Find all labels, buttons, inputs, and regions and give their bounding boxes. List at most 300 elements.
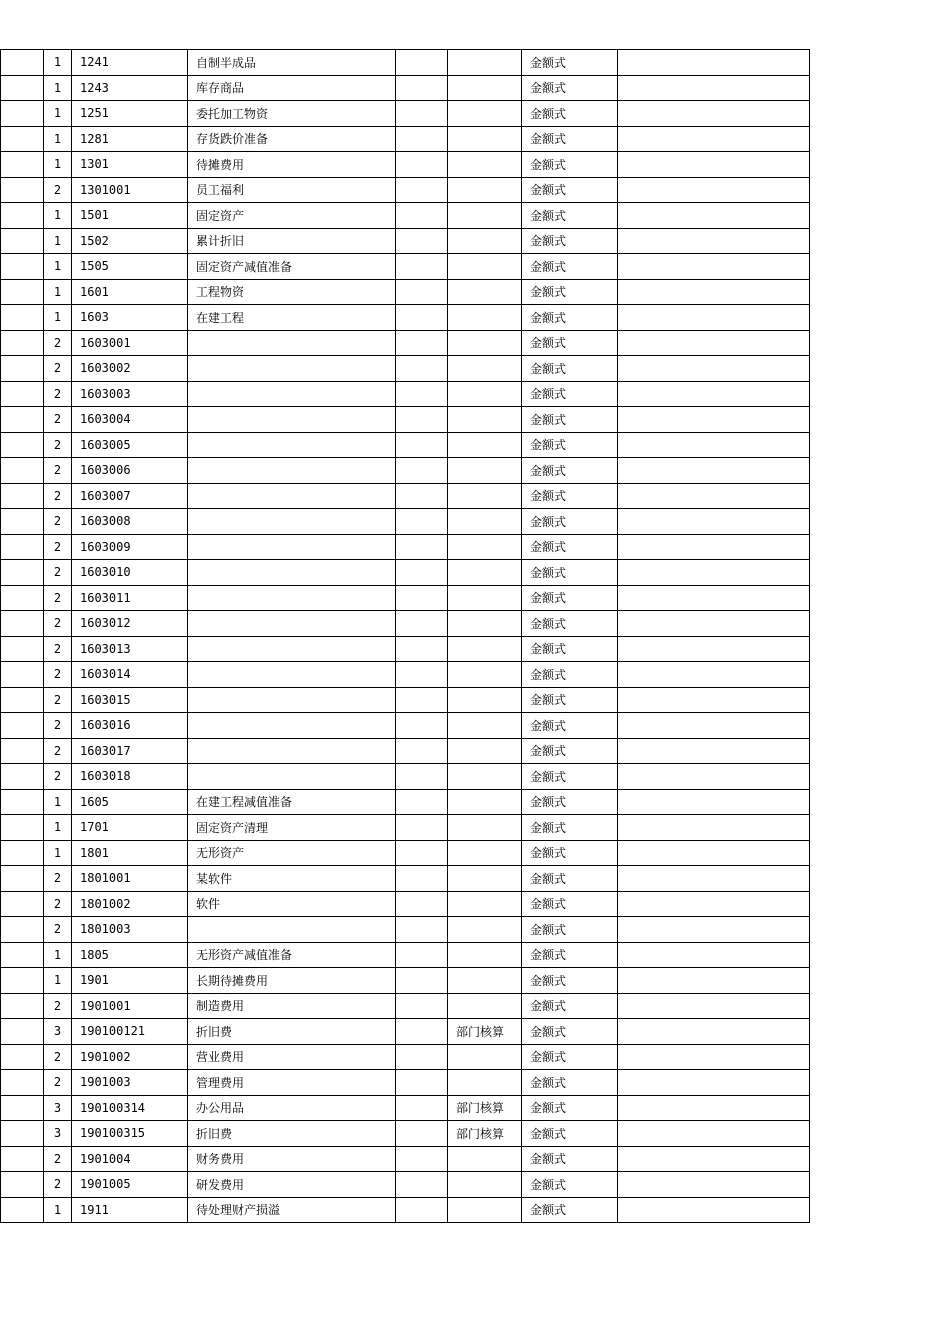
format-type-cell[interactable]: 金额式 (522, 1019, 618, 1045)
level-cell[interactable]: 1 (44, 840, 72, 866)
empty-cell[interactable] (396, 203, 448, 229)
auxiliary-accounting-cell[interactable] (448, 611, 522, 637)
empty-cell[interactable] (396, 152, 448, 178)
auxiliary-accounting-cell[interactable] (448, 356, 522, 382)
table-row[interactable] (1, 483, 810, 509)
format-type-cell[interactable]: 金额式 (522, 254, 618, 280)
account-code-cell[interactable]: 1603006 (72, 458, 188, 484)
empty-cell[interactable] (1, 1172, 44, 1198)
empty-cell[interactable] (1, 330, 44, 356)
empty-cell[interactable] (1, 662, 44, 688)
table-row[interactable] (1, 738, 810, 764)
account-name-cell[interactable]: 固定资产清理 (188, 815, 396, 841)
format-type-cell[interactable]: 金额式 (522, 126, 618, 152)
level-cell[interactable]: 2 (44, 993, 72, 1019)
empty-cell[interactable] (1, 636, 44, 662)
format-type-cell[interactable]: 金额式 (522, 917, 618, 943)
level-cell[interactable]: 2 (44, 662, 72, 688)
table-row[interactable] (1, 1095, 810, 1121)
account-name-cell[interactable] (188, 764, 396, 790)
format-type-cell[interactable]: 金额式 (522, 1172, 618, 1198)
auxiliary-accounting-cell[interactable] (448, 458, 522, 484)
level-cell[interactable]: 1 (44, 1197, 72, 1223)
format-type-cell[interactable]: 金额式 (522, 432, 618, 458)
empty-cell[interactable] (396, 917, 448, 943)
auxiliary-accounting-cell[interactable] (448, 330, 522, 356)
level-cell[interactable]: 2 (44, 1070, 72, 1096)
account-name-cell[interactable]: 存货跌价准备 (188, 126, 396, 152)
table-row[interactable] (1, 1121, 810, 1147)
table-row[interactable] (1, 866, 810, 892)
format-type-cell[interactable]: 金额式 (522, 636, 618, 662)
account-code-cell[interactable]: 1603002 (72, 356, 188, 382)
account-name-cell[interactable] (188, 687, 396, 713)
level-cell[interactable]: 2 (44, 483, 72, 509)
empty-cell[interactable] (396, 126, 448, 152)
format-type-cell[interactable]: 金额式 (522, 483, 618, 509)
account-code-cell[interactable]: 1901 (72, 968, 188, 994)
account-name-cell[interactable]: 财务费用 (188, 1146, 396, 1172)
level-cell[interactable]: 2 (44, 687, 72, 713)
empty-cell[interactable] (618, 228, 810, 254)
account-name-cell[interactable]: 管理费用 (188, 1070, 396, 1096)
table-row[interactable] (1, 993, 810, 1019)
table-row[interactable] (1, 152, 810, 178)
format-type-cell[interactable]: 金额式 (522, 891, 618, 917)
empty-cell[interactable] (1, 534, 44, 560)
empty-cell[interactable] (618, 1197, 810, 1223)
level-cell[interactable]: 2 (44, 764, 72, 790)
level-cell[interactable]: 2 (44, 177, 72, 203)
empty-cell[interactable] (618, 534, 810, 560)
auxiliary-accounting-cell[interactable] (448, 381, 522, 407)
level-cell[interactable]: 1 (44, 254, 72, 280)
empty-cell[interactable] (618, 713, 810, 739)
empty-cell[interactable] (396, 407, 448, 433)
empty-cell[interactable] (396, 1197, 448, 1223)
empty-cell[interactable] (396, 458, 448, 484)
table-row[interactable] (1, 560, 810, 586)
account-code-cell[interactable]: 1603003 (72, 381, 188, 407)
level-cell[interactable]: 2 (44, 866, 72, 892)
format-type-cell[interactable]: 金额式 (522, 585, 618, 611)
empty-cell[interactable] (396, 228, 448, 254)
table-row[interactable] (1, 585, 810, 611)
empty-cell[interactable] (396, 942, 448, 968)
auxiliary-accounting-cell[interactable] (448, 1172, 522, 1198)
empty-cell[interactable] (1, 1070, 44, 1096)
account-code-cell[interactable]: 1801001 (72, 866, 188, 892)
empty-cell[interactable] (618, 993, 810, 1019)
empty-cell[interactable] (618, 738, 810, 764)
auxiliary-accounting-cell[interactable] (448, 1146, 522, 1172)
format-type-cell[interactable]: 金额式 (522, 560, 618, 586)
account-code-cell[interactable]: 1603017 (72, 738, 188, 764)
account-name-cell[interactable]: 自制半成品 (188, 50, 396, 76)
empty-cell[interactable] (618, 432, 810, 458)
auxiliary-accounting-cell[interactable] (448, 891, 522, 917)
auxiliary-accounting-cell[interactable] (448, 866, 522, 892)
auxiliary-accounting-cell[interactable] (448, 75, 522, 101)
table-row[interactable] (1, 968, 810, 994)
level-cell[interactable]: 1 (44, 75, 72, 101)
level-cell[interactable]: 2 (44, 636, 72, 662)
format-type-cell[interactable]: 金额式 (522, 764, 618, 790)
auxiliary-accounting-cell[interactable] (448, 585, 522, 611)
account-name-cell[interactable]: 待处理财产损溢 (188, 1197, 396, 1223)
format-type-cell[interactable]: 金额式 (522, 1095, 618, 1121)
account-name-cell[interactable]: 长期待摊费用 (188, 968, 396, 994)
empty-cell[interactable] (1, 687, 44, 713)
auxiliary-accounting-cell[interactable] (448, 228, 522, 254)
account-code-cell[interactable]: 1603008 (72, 509, 188, 535)
account-name-cell[interactable] (188, 381, 396, 407)
account-name-cell[interactable]: 委托加工物资 (188, 101, 396, 127)
account-name-cell[interactable]: 无形资产 (188, 840, 396, 866)
empty-cell[interactable] (396, 636, 448, 662)
empty-cell[interactable] (1, 1197, 44, 1223)
account-name-cell[interactable]: 折旧费 (188, 1019, 396, 1045)
empty-cell[interactable] (1, 458, 44, 484)
empty-cell[interactable] (396, 75, 448, 101)
empty-cell[interactable] (618, 101, 810, 127)
account-code-cell[interactable]: 1601 (72, 279, 188, 305)
table-row[interactable] (1, 789, 810, 815)
format-type-cell[interactable]: 金额式 (522, 534, 618, 560)
level-cell[interactable]: 2 (44, 1044, 72, 1070)
account-name-cell[interactable]: 软件 (188, 891, 396, 917)
level-cell[interactable]: 2 (44, 1146, 72, 1172)
auxiliary-accounting-cell[interactable] (448, 509, 522, 535)
account-code-cell[interactable]: 1301 (72, 152, 188, 178)
format-type-cell[interactable]: 金额式 (522, 330, 618, 356)
empty-cell[interactable] (1, 840, 44, 866)
format-type-cell[interactable]: 金额式 (522, 968, 618, 994)
format-type-cell[interactable]: 金额式 (522, 152, 618, 178)
empty-cell[interactable] (618, 126, 810, 152)
empty-cell[interactable] (618, 891, 810, 917)
level-cell[interactable]: 1 (44, 279, 72, 305)
format-type-cell[interactable]: 金额式 (522, 305, 618, 331)
auxiliary-accounting-cell[interactable] (448, 254, 522, 280)
account-name-cell[interactable] (188, 560, 396, 586)
empty-cell[interactable] (618, 917, 810, 943)
empty-cell[interactable] (396, 560, 448, 586)
table-row[interactable] (1, 177, 810, 203)
account-name-cell[interactable] (188, 713, 396, 739)
table-row[interactable] (1, 713, 810, 739)
level-cell[interactable]: 2 (44, 713, 72, 739)
account-code-cell[interactable]: 1901001 (72, 993, 188, 1019)
level-cell[interactable]: 1 (44, 228, 72, 254)
account-code-cell[interactable]: 1603005 (72, 432, 188, 458)
empty-cell[interactable] (1, 1146, 44, 1172)
table-row[interactable] (1, 432, 810, 458)
empty-cell[interactable] (618, 942, 810, 968)
empty-cell[interactable] (1, 356, 44, 382)
table-row[interactable] (1, 942, 810, 968)
empty-cell[interactable] (618, 585, 810, 611)
level-cell[interactable]: 2 (44, 381, 72, 407)
account-name-cell[interactable] (188, 509, 396, 535)
auxiliary-accounting-cell[interactable] (448, 279, 522, 305)
account-name-cell[interactable]: 在建工程 (188, 305, 396, 331)
account-code-cell[interactable]: 190100315 (72, 1121, 188, 1147)
account-code-cell[interactable]: 1605 (72, 789, 188, 815)
account-code-cell[interactable]: 190100314 (72, 1095, 188, 1121)
table-row[interactable] (1, 101, 810, 127)
empty-cell[interactable] (618, 611, 810, 637)
empty-cell[interactable] (1, 254, 44, 280)
table-row[interactable] (1, 1044, 810, 1070)
empty-cell[interactable] (396, 356, 448, 382)
empty-cell[interactable] (396, 50, 448, 76)
format-type-cell[interactable]: 金额式 (522, 789, 618, 815)
level-cell[interactable]: 1 (44, 50, 72, 76)
format-type-cell[interactable]: 金额式 (522, 356, 618, 382)
table-row[interactable] (1, 1146, 810, 1172)
empty-cell[interactable] (396, 738, 448, 764)
auxiliary-accounting-cell[interactable] (448, 942, 522, 968)
empty-cell[interactable] (618, 152, 810, 178)
empty-cell[interactable] (1, 177, 44, 203)
format-type-cell[interactable]: 金额式 (522, 279, 618, 305)
auxiliary-accounting-cell[interactable] (448, 789, 522, 815)
account-name-cell[interactable] (188, 585, 396, 611)
account-name-cell[interactable]: 库存商品 (188, 75, 396, 101)
empty-cell[interactable] (1, 993, 44, 1019)
empty-cell[interactable] (618, 279, 810, 305)
account-name-cell[interactable]: 待摊费用 (188, 152, 396, 178)
empty-cell[interactable] (1, 483, 44, 509)
account-code-cell[interactable]: 1603010 (72, 560, 188, 586)
account-code-cell[interactable]: 1603007 (72, 483, 188, 509)
format-type-cell[interactable]: 金额式 (522, 177, 618, 203)
table-row[interactable] (1, 917, 810, 943)
empty-cell[interactable] (1, 126, 44, 152)
empty-cell[interactable] (396, 968, 448, 994)
level-cell[interactable]: 2 (44, 534, 72, 560)
table-row[interactable] (1, 764, 810, 790)
account-name-cell[interactable]: 员工福利 (188, 177, 396, 203)
auxiliary-accounting-cell[interactable] (448, 636, 522, 662)
level-cell[interactable]: 2 (44, 560, 72, 586)
format-type-cell[interactable]: 金额式 (522, 1146, 618, 1172)
account-code-cell[interactable]: 1603012 (72, 611, 188, 637)
empty-cell[interactable] (396, 1121, 448, 1147)
account-code-cell[interactable]: 1603011 (72, 585, 188, 611)
account-name-cell[interactable]: 在建工程减值准备 (188, 789, 396, 815)
empty-cell[interactable] (1, 1019, 44, 1045)
empty-cell[interactable] (396, 866, 448, 892)
empty-cell[interactable] (1, 279, 44, 305)
empty-cell[interactable] (1, 789, 44, 815)
auxiliary-accounting-cell[interactable] (448, 560, 522, 586)
auxiliary-accounting-cell[interactable] (448, 687, 522, 713)
account-name-cell[interactable]: 累计折旧 (188, 228, 396, 254)
level-cell[interactable]: 1 (44, 126, 72, 152)
level-cell[interactable]: 2 (44, 458, 72, 484)
empty-cell[interactable] (1, 203, 44, 229)
auxiliary-accounting-cell[interactable] (448, 203, 522, 229)
empty-cell[interactable] (618, 1095, 810, 1121)
account-name-cell[interactable]: 某软件 (188, 866, 396, 892)
table-row[interactable] (1, 50, 810, 76)
table-row[interactable] (1, 356, 810, 382)
empty-cell[interactable] (618, 458, 810, 484)
empty-cell[interactable] (396, 687, 448, 713)
empty-cell[interactable] (396, 1095, 448, 1121)
level-cell[interactable]: 1 (44, 305, 72, 331)
empty-cell[interactable] (396, 381, 448, 407)
level-cell[interactable]: 2 (44, 356, 72, 382)
account-name-cell[interactable]: 固定资产 (188, 203, 396, 229)
table-row[interactable] (1, 381, 810, 407)
empty-cell[interactable] (396, 1070, 448, 1096)
format-type-cell[interactable]: 金额式 (522, 1044, 618, 1070)
format-type-cell[interactable]: 金额式 (522, 1121, 618, 1147)
auxiliary-accounting-cell[interactable] (448, 713, 522, 739)
level-cell[interactable]: 2 (44, 330, 72, 356)
format-type-cell[interactable]: 金额式 (522, 942, 618, 968)
format-type-cell[interactable]: 金额式 (522, 611, 618, 637)
empty-cell[interactable] (1, 917, 44, 943)
auxiliary-accounting-cell[interactable] (448, 305, 522, 331)
account-code-cell[interactable]: 1901005 (72, 1172, 188, 1198)
auxiliary-accounting-cell[interactable] (448, 993, 522, 1019)
level-cell[interactable]: 1 (44, 152, 72, 178)
account-code-cell[interactable]: 1603015 (72, 687, 188, 713)
empty-cell[interactable] (396, 585, 448, 611)
auxiliary-accounting-cell[interactable] (448, 50, 522, 76)
account-code-cell[interactable]: 190100121 (72, 1019, 188, 1045)
empty-cell[interactable] (618, 636, 810, 662)
level-cell[interactable]: 2 (44, 891, 72, 917)
account-code-cell[interactable]: 1603013 (72, 636, 188, 662)
auxiliary-accounting-cell[interactable] (448, 407, 522, 433)
account-code-cell[interactable]: 1911 (72, 1197, 188, 1223)
level-cell[interactable]: 1 (44, 101, 72, 127)
empty-cell[interactable] (1, 611, 44, 637)
table-row[interactable] (1, 1019, 810, 1045)
format-type-cell[interactable]: 金额式 (522, 75, 618, 101)
auxiliary-accounting-cell[interactable] (448, 534, 522, 560)
table-row[interactable] (1, 1172, 810, 1198)
empty-cell[interactable] (396, 509, 448, 535)
empty-cell[interactable] (396, 993, 448, 1019)
account-name-cell[interactable]: 制造费用 (188, 993, 396, 1019)
auxiliary-accounting-cell[interactable] (448, 968, 522, 994)
empty-cell[interactable] (396, 279, 448, 305)
account-name-cell[interactable] (188, 917, 396, 943)
empty-cell[interactable] (1, 432, 44, 458)
table-row[interactable] (1, 687, 810, 713)
format-type-cell[interactable]: 金额式 (522, 866, 618, 892)
account-name-cell[interactable] (188, 738, 396, 764)
empty-cell[interactable] (618, 840, 810, 866)
empty-cell[interactable] (1, 738, 44, 764)
level-cell[interactable]: 1 (44, 815, 72, 841)
account-code-cell[interactable]: 1603009 (72, 534, 188, 560)
empty-cell[interactable] (618, 1172, 810, 1198)
table-row[interactable] (1, 330, 810, 356)
empty-cell[interactable] (1, 1121, 44, 1147)
level-cell[interactable]: 3 (44, 1019, 72, 1045)
auxiliary-accounting-cell[interactable]: 部门核算 (448, 1019, 522, 1045)
account-name-cell[interactable] (188, 330, 396, 356)
empty-cell[interactable] (396, 662, 448, 688)
empty-cell[interactable] (1, 585, 44, 611)
table-row[interactable] (1, 203, 810, 229)
account-name-cell[interactable] (188, 458, 396, 484)
auxiliary-accounting-cell[interactable] (448, 483, 522, 509)
account-name-cell[interactable] (188, 534, 396, 560)
empty-cell[interactable] (396, 764, 448, 790)
account-name-cell[interactable] (188, 662, 396, 688)
auxiliary-accounting-cell[interactable] (448, 738, 522, 764)
account-code-cell[interactable]: 1281 (72, 126, 188, 152)
empty-cell[interactable] (618, 789, 810, 815)
account-name-cell[interactable]: 研发费用 (188, 1172, 396, 1198)
auxiliary-accounting-cell[interactable] (448, 1044, 522, 1070)
empty-cell[interactable] (396, 815, 448, 841)
account-code-cell[interactable]: 1505 (72, 254, 188, 280)
auxiliary-accounting-cell[interactable] (448, 1197, 522, 1223)
auxiliary-accounting-cell[interactable] (448, 662, 522, 688)
account-code-cell[interactable]: 1251 (72, 101, 188, 127)
account-name-cell[interactable] (188, 636, 396, 662)
empty-cell[interactable] (1, 228, 44, 254)
account-name-cell[interactable]: 营业费用 (188, 1044, 396, 1070)
format-type-cell[interactable]: 金额式 (522, 203, 618, 229)
empty-cell[interactable] (396, 1146, 448, 1172)
format-type-cell[interactable]: 金额式 (522, 50, 618, 76)
empty-cell[interactable] (1, 50, 44, 76)
empty-cell[interactable] (618, 764, 810, 790)
empty-cell[interactable] (618, 1121, 810, 1147)
auxiliary-accounting-cell[interactable] (448, 432, 522, 458)
empty-cell[interactable] (618, 687, 810, 713)
account-code-cell[interactable]: 1603001 (72, 330, 188, 356)
table-row[interactable] (1, 509, 810, 535)
level-cell[interactable]: 1 (44, 942, 72, 968)
level-cell[interactable]: 3 (44, 1121, 72, 1147)
table-row[interactable] (1, 1070, 810, 1096)
account-name-cell[interactable] (188, 432, 396, 458)
account-code-cell[interactable]: 1603016 (72, 713, 188, 739)
empty-cell[interactable] (396, 330, 448, 356)
auxiliary-accounting-cell[interactable] (448, 1070, 522, 1096)
table-row[interactable] (1, 840, 810, 866)
account-code-cell[interactable]: 1801002 (72, 891, 188, 917)
empty-cell[interactable] (1, 560, 44, 586)
auxiliary-accounting-cell[interactable]: 部门核算 (448, 1121, 522, 1147)
format-type-cell[interactable]: 金额式 (522, 1070, 618, 1096)
account-name-cell[interactable] (188, 356, 396, 382)
format-type-cell[interactable]: 金额式 (522, 815, 618, 841)
account-code-cell[interactable]: 1603 (72, 305, 188, 331)
format-type-cell[interactable]: 金额式 (522, 101, 618, 127)
table-row[interactable] (1, 279, 810, 305)
auxiliary-accounting-cell[interactable] (448, 815, 522, 841)
table-row[interactable] (1, 305, 810, 331)
empty-cell[interactable] (396, 534, 448, 560)
empty-cell[interactable] (1, 713, 44, 739)
empty-cell[interactable] (396, 840, 448, 866)
format-type-cell[interactable]: 金额式 (522, 687, 618, 713)
account-code-cell[interactable]: 1901002 (72, 1044, 188, 1070)
empty-cell[interactable] (618, 381, 810, 407)
